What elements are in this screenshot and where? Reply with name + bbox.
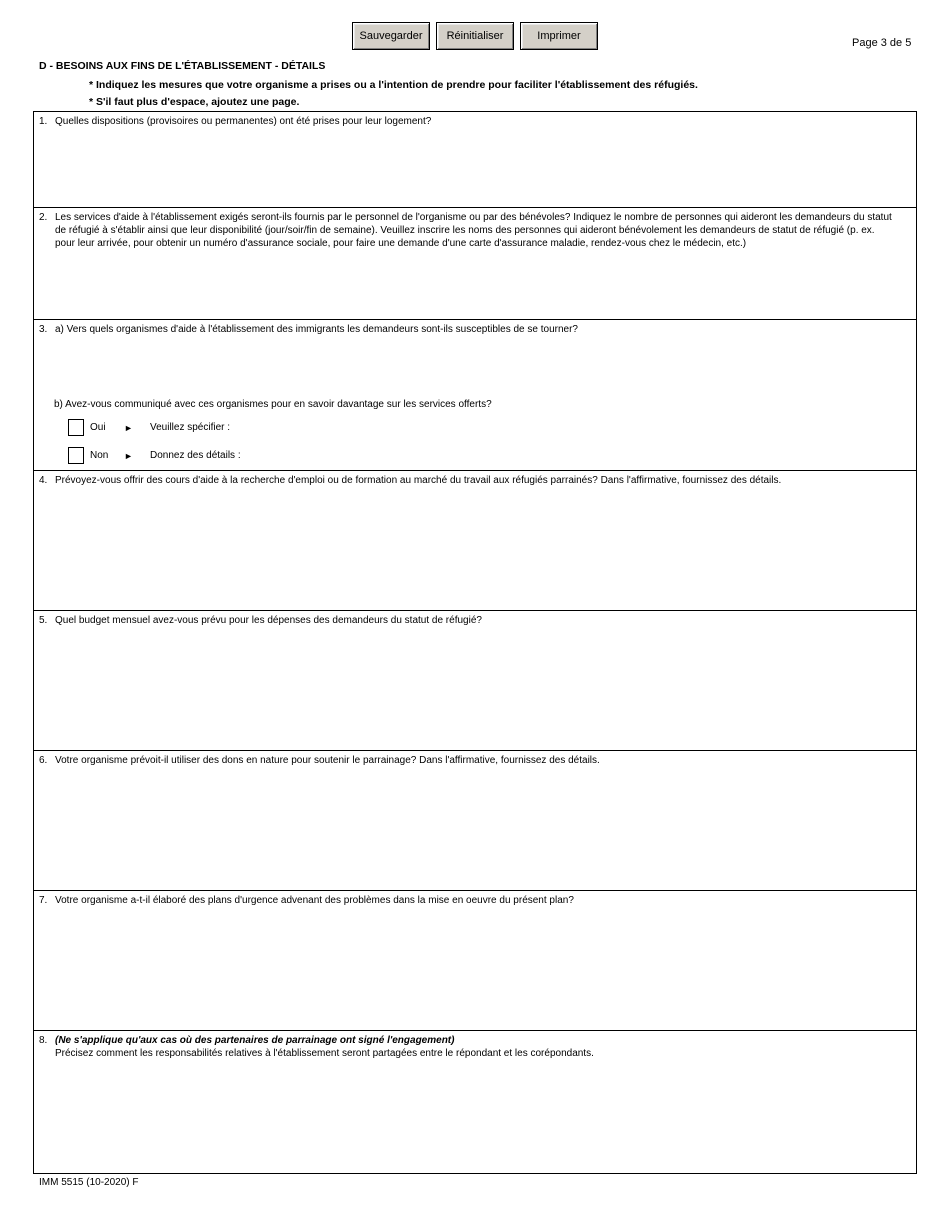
question-text: Quel budget mensuel avez-vous prévu pour les dépenses des demandeurs du statut de réfugié?: [55, 615, 482, 626]
yes-checkbox[interactable]: [68, 419, 84, 436]
question-4-field[interactable]: [34, 471, 916, 611]
question-body: [55, 1034, 896, 1060]
question-text: Précisez comment les responsabilités relatives à l'établissement seront partagées entre le répondant et les corépondants.: [55, 1048, 594, 1059]
no-label: Non: [90, 450, 109, 461]
question-text: Prévoyez-vous offrir des cours d'aide à la recherche d'emploi ou de formation au marché du travail aux réfugiés parrainés? Dans l'affirmative, fournissez des détails.: [55, 475, 782, 486]
question-text: Votre organisme a-t-il élaboré des plans d'urgence advenant des problèmes dans la mise en oeuvre du présent plan?: [55, 895, 574, 906]
question-number: 6.: [39, 755, 48, 766]
question-text: a) Vers quels organismes d'aide à l'établissement des immigrants les demandeurs sont-ils susceptibles de se tourner?: [55, 324, 578, 335]
reset-button[interactable]: Réinitialiser: [436, 22, 514, 50]
option-yes: [68, 419, 230, 436]
question-number: 2.: [39, 212, 48, 223]
question-3b-text: b) Avez-vous communiqué avec ces organismes pour en savoir davantage sur les services offerts?: [54, 399, 492, 410]
instruction-note: * Indiquez les mesures que votre organisme a prises ou a l'intention de prendre pour faciliter l'établissement des réfugiés.: [89, 79, 698, 91]
form-code: IMM 5515 (10-2020) F: [39, 1177, 139, 1188]
settlement-details-form: [33, 111, 917, 1174]
question-1-field[interactable]: [34, 112, 916, 208]
yes-detail-label: Veuillez spécifier :: [150, 422, 231, 433]
option-no: [68, 447, 241, 464]
question-text: Les services d'aide à l'établissement exigés seront-ils fournis par le personnel de l'organisme ou par des bénévoles? Indiquez le nombre de personnes qui aideront les demandeurs du statut de réfugié à s'établir ainsi que leur disponibilité (jour/soir/fin de semaine). Veuillez inscrire les noms des personnes qui aideront bénévolement les demandeurs de statut de réfugié (p. ex. pour leur arrivée, pour obtenir un numéro d'assurance sociale, pour faire une demande d'une carte d'assurance maladie, rendez-vous chez le médecin, etc.): [55, 212, 892, 249]
arrow-right-icon: ►: [124, 450, 133, 461]
question-8-field[interactable]: [34, 1031, 916, 1174]
question-number: 1.: [39, 116, 48, 127]
question-number: 5.: [39, 615, 48, 626]
question-number: 3.: [39, 324, 48, 335]
form-toolbar: [352, 22, 598, 50]
page-number: Page 3 de 5: [852, 37, 912, 49]
save-button[interactable]: Sauvegarder: [352, 22, 430, 50]
question-3-field[interactable]: [34, 320, 916, 471]
instruction-note: * S'il faut plus d'espace, ajoutez une page.: [89, 96, 300, 108]
print-button[interactable]: Imprimer: [520, 22, 598, 50]
question-2-field[interactable]: [34, 208, 916, 320]
question-number: 7.: [39, 895, 48, 906]
no-detail-label: Donnez des détails :: [150, 450, 241, 461]
question-number: 4.: [39, 475, 48, 486]
question-text: Quelles dispositions (provisoires ou permanentes) ont été prises pour leur logement?: [55, 116, 432, 127]
question-emphasis: (Ne s'applique qu'aux cas où des partenaires de parrainage ont signé l'engagement): [55, 1035, 455, 1046]
arrow-right-icon: ►: [124, 422, 133, 433]
yes-label: Oui: [90, 422, 106, 433]
question-6-field[interactable]: [34, 751, 916, 891]
question-text: Votre organisme prévoit-il utiliser des dons en nature pour soutenir le parrainage? Dans l'affirmative, fournissez des détails.: [55, 755, 600, 766]
question-5-field[interactable]: [34, 611, 916, 751]
section-title: D - BESOINS AUX FINS DE L'ÉTABLISSEMENT - DÉTAILS: [39, 60, 326, 72]
question-7-field[interactable]: [34, 891, 916, 1031]
no-checkbox[interactable]: [68, 447, 84, 464]
question-number: 8.: [39, 1035, 48, 1046]
